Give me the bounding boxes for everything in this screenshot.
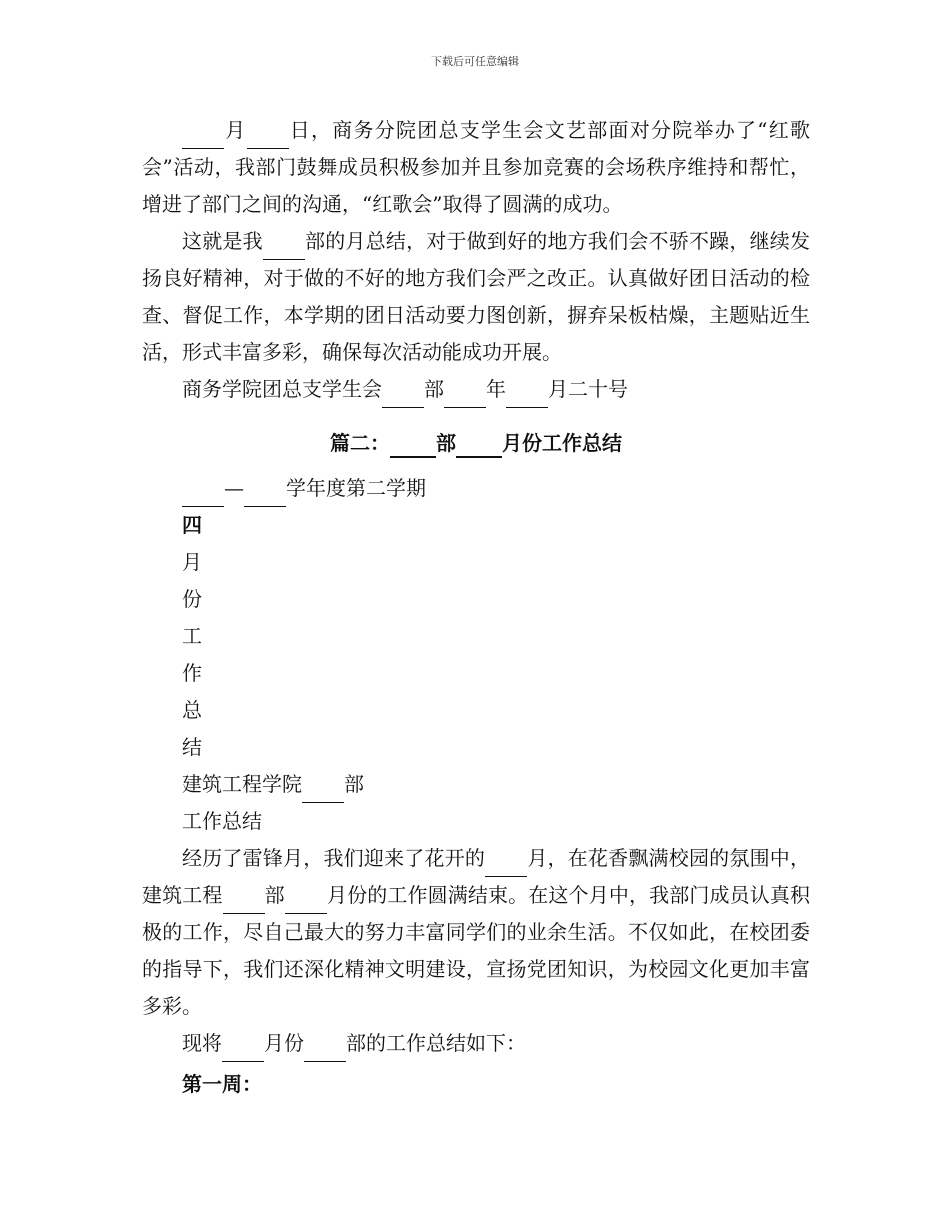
blank-field — [223, 887, 265, 914]
semester-line: — 学年度第二学期 — [142, 470, 810, 507]
college-line: 建筑工程学院 部 — [142, 766, 810, 803]
blank-field — [444, 381, 486, 408]
blank-field — [302, 776, 344, 803]
document-body — [142, 112, 810, 1103]
vertical-char-6: 结 — [182, 735, 202, 759]
blank-field — [285, 887, 327, 914]
blank-field — [182, 122, 224, 149]
vertical-char-2: 份 — [182, 587, 202, 611]
vertical-char-0: 四 — [182, 513, 202, 537]
blank-field — [247, 122, 289, 149]
week-one-heading: 第一周： — [182, 1072, 262, 1096]
summary-label: 工作总结 — [182, 809, 262, 833]
signature-line: 商务学院团总支学生会 部 年 月二十号 — [142, 371, 810, 408]
blank-field — [222, 1035, 264, 1062]
paragraph-april-intro: 经历了雷锋月，我们迎来了花开的 月，在花香飘满校园的氛围中，建筑工程 部 月份的工作圆满结束。在这个月中，我部门成员认真积极的工作，尽自己最大的努力丰富同学们的业余生活。不仅如此，在校团委的指导下，我们还深化精神文明建设，宣扬党团知识，为校园文化更加丰富多彩。 — [142, 846, 811, 1018]
blank-field — [304, 1035, 346, 1062]
vertical-char-4: 作 — [182, 661, 202, 685]
blank-field — [263, 233, 305, 260]
paragraph-monthly-summary: 这就是我 部的月总结，对于做到好的地方我们会不骄不躁，继续发扬良好精神，对于做的不好的地方我们会严之改正。认真做好团日活动的检查、督促工作，本学期的团日活动要力图创新，摒弃呆板枯燥，主题贴近生活，形式丰富多彩，确保每次活动能成功开展。 — [142, 229, 811, 364]
blank-field — [382, 381, 424, 408]
paragraph-summary-intro: 现将 月份 部的工作总结如下： — [142, 1025, 810, 1062]
vertical-char-5: 总 — [182, 698, 202, 722]
blank-field — [456, 430, 502, 458]
blank-field — [506, 381, 548, 408]
blank-field — [485, 850, 527, 877]
blank-field — [182, 480, 224, 507]
vertical-char-1: 月 — [182, 550, 202, 574]
vertical-char-3: 工 — [182, 624, 202, 648]
blank-field — [244, 480, 286, 507]
section-title: 篇二： 部 月份工作总结 — [142, 428, 810, 458]
paragraph-red-song-event: 月 日，商务分院团总支学生会文艺部面对分院举办了“红歌会”活动，我部门鼓舞成员积极参加并且参加竞赛的会场秩序维持和帮忙，增进了部门之间的沟通，“红歌会”取得了圆满的成功。 — [142, 118, 811, 216]
blank-field — [390, 430, 436, 458]
page-header: 下载后可任意编辑 — [431, 55, 519, 68]
